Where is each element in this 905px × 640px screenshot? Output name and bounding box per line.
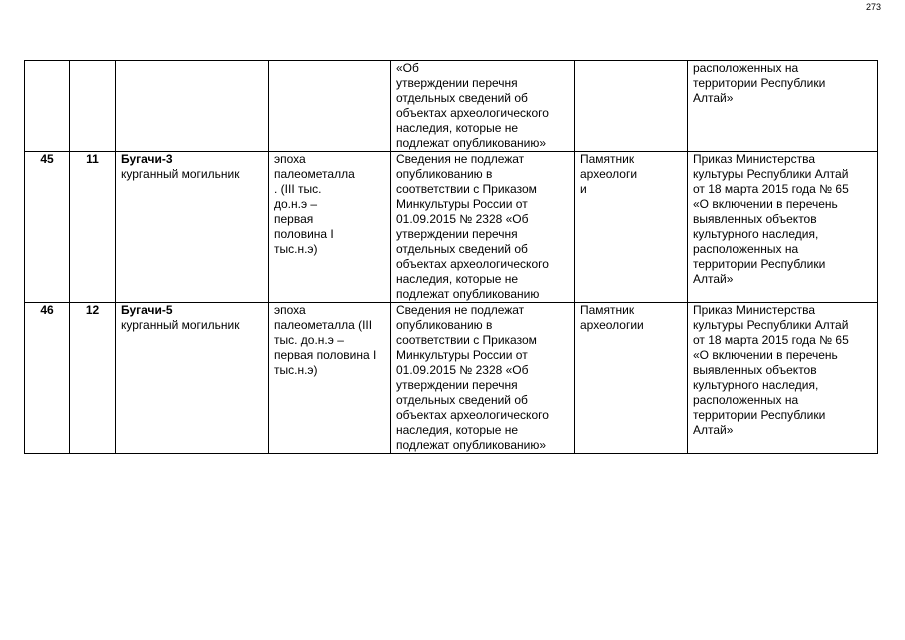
registry-number-cell: 45	[25, 152, 70, 303]
heritage-sites-table	[24, 60, 878, 454]
site-name: Бугачи-3	[121, 152, 173, 166]
dating-cell: эпоха палеометалла . (III тыс. до.н.э – первая половина I тыс.н.э)	[269, 152, 391, 303]
table-row	[25, 61, 878, 152]
local-number-cell: 11	[70, 152, 116, 303]
category-cell: Памятник археологи и	[575, 152, 688, 303]
category-cell: Памятник археологии	[575, 303, 688, 454]
registry-number-cell: 46	[25, 303, 70, 454]
publication-note-cell: Сведения не подлежат опубликованию в соответствии с Приказом Минкультуры России от 01.09.2015 № 2328 «Об утверждении перечня отдельных сведений об объектах археологического наследия, которые не подлежат опубликованию	[391, 152, 575, 303]
order-cell: Приказ Министерства культуры Республики Алтай от 18 марта 2015 года № 65 «О включении в перечень выявленных объектов культурного наследия, расположенных на территории Республики Алтай»	[688, 152, 878, 303]
order-cell: Приказ Министерства культуры Республики Алтай от 18 марта 2015 года № 65 «О включении в перечень выявленных объектов культурного наследия, расположенных на территории Республики Алтай»	[688, 303, 878, 454]
site-name: Бугачи-5	[121, 303, 173, 317]
registry-number-cell	[25, 61, 70, 152]
local-number-cell	[70, 61, 116, 152]
page-number: 273	[865, 2, 881, 12]
publication-note-cell: Сведения не подлежат опубликованию в соответствии с Приказом Минкультуры России от 01.09.2015 № 2328 «Об утверждении перечня отдельных сведений об объектах археологического наследия, которые не подлежат опубликованию»	[391, 303, 575, 454]
publication-note-cell: «Об утверждении перечня отдельных сведений об объектах археологического наследия, которые не подлежат опубликованию»	[391, 61, 575, 152]
site-name-cell	[116, 152, 269, 303]
site-type: курганный могильник	[121, 318, 240, 332]
table-row	[25, 303, 878, 454]
table-row	[25, 152, 878, 303]
dating-cell: эпоха палеометалла (III тыс. до.н.э – первая половина I тыс.н.э)	[269, 303, 391, 454]
site-name-cell	[116, 61, 269, 152]
order-cell: расположенных на территории Республики Алтай»	[688, 61, 878, 152]
site-name-cell	[116, 303, 269, 454]
dating-cell	[269, 61, 391, 152]
local-number-cell: 12	[70, 303, 116, 454]
site-type: курганный могильник	[121, 167, 240, 181]
category-cell	[575, 61, 688, 152]
